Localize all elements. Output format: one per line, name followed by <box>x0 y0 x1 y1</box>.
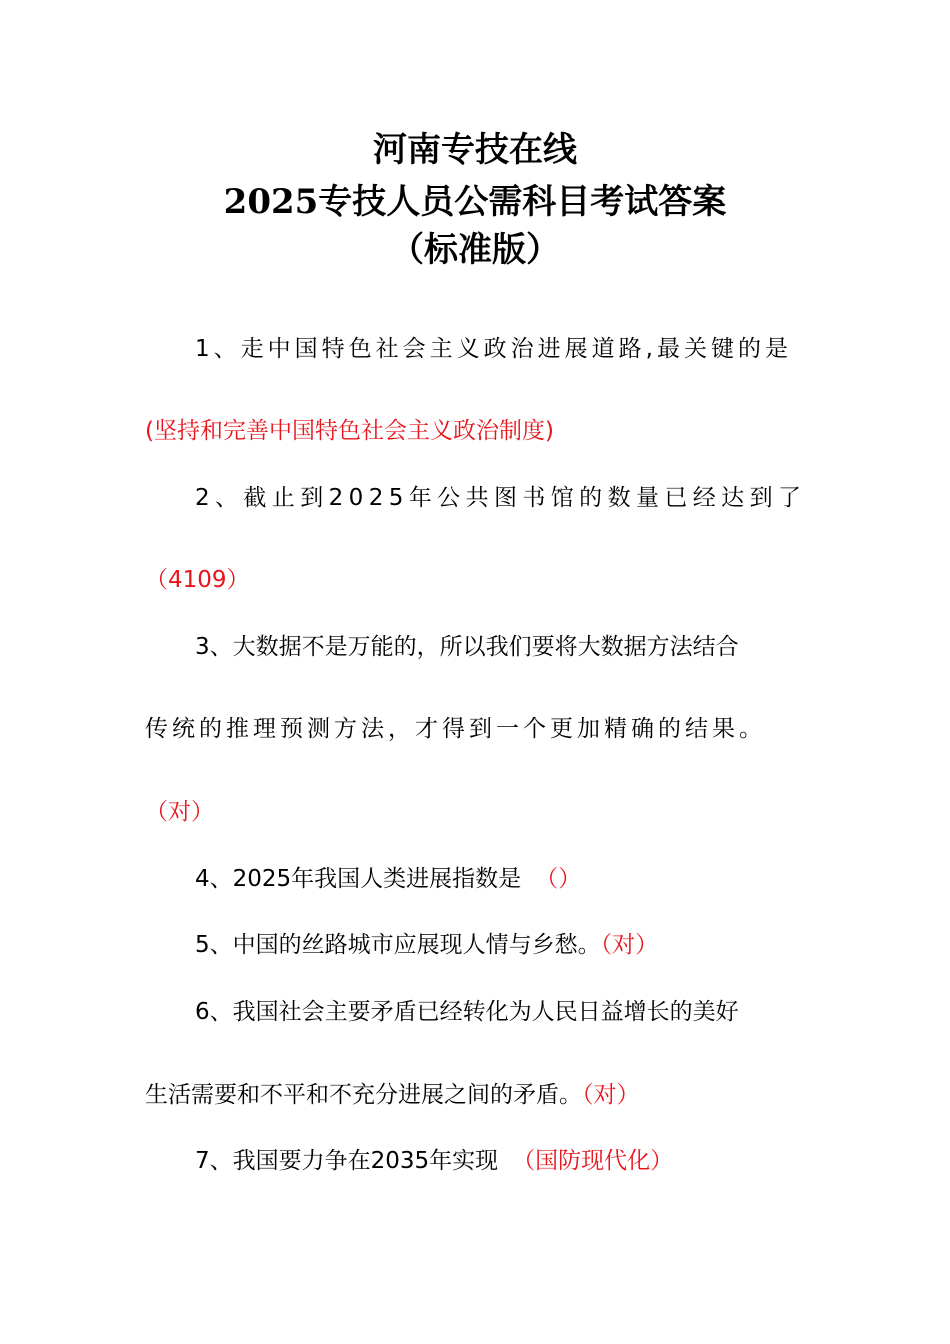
question-7-line <box>195 1146 673 1176</box>
question-6-text-line-2: 生活需要和不平和不充分进展之间的矛盾。 <box>145 1082 582 1108</box>
question-7-text: 7、我国要力争在2035年实现 <box>195 1148 499 1174</box>
question-5-answer: （对） <box>600 932 659 958</box>
question-4-text: 4、2025年我国人类进展指数是 <box>195 866 522 892</box>
question-5-line <box>195 930 658 960</box>
document-title-line-2: 2025专技人员公需科目考试答案 <box>223 182 727 222</box>
document-title-line-3: （标准版） <box>390 230 560 270</box>
question-2-text: 2、截止到2025年公共图书馆的数量已经达到了 <box>195 485 807 511</box>
question-3-text-line-1: 3、大数据不是万能的，所以我们要将大数据方法结合 <box>195 634 739 660</box>
question-6-text-line-1: 6、我国社会主要矛盾已经转化为人民日益增长的美好 <box>195 999 739 1025</box>
question-3-text-line-2: 传统的推理预测方法，才得到一个更加精确的结果。 <box>145 716 766 742</box>
question-2-answer: （4109） <box>145 567 250 593</box>
question-3-answer: （对） <box>145 799 214 825</box>
question-6-answer: （对） <box>582 1082 640 1108</box>
question-4-line <box>195 864 581 894</box>
question-1-text: 1、走中国特色社会主义政治进展道路,最关键的是 <box>195 336 792 362</box>
document-title-line-1: 河南专技在线 <box>373 130 577 170</box>
question-4-answer: （） <box>535 866 582 892</box>
question-7-answer: （国防现代化） <box>512 1148 674 1174</box>
question-6-line-2 <box>145 1080 640 1110</box>
question-5-text: 5、中国的丝路城市应展现人情与乡愁。 <box>195 932 601 958</box>
question-1-answer: (坚持和完善中国特色社会主义政治制度) <box>145 418 554 444</box>
